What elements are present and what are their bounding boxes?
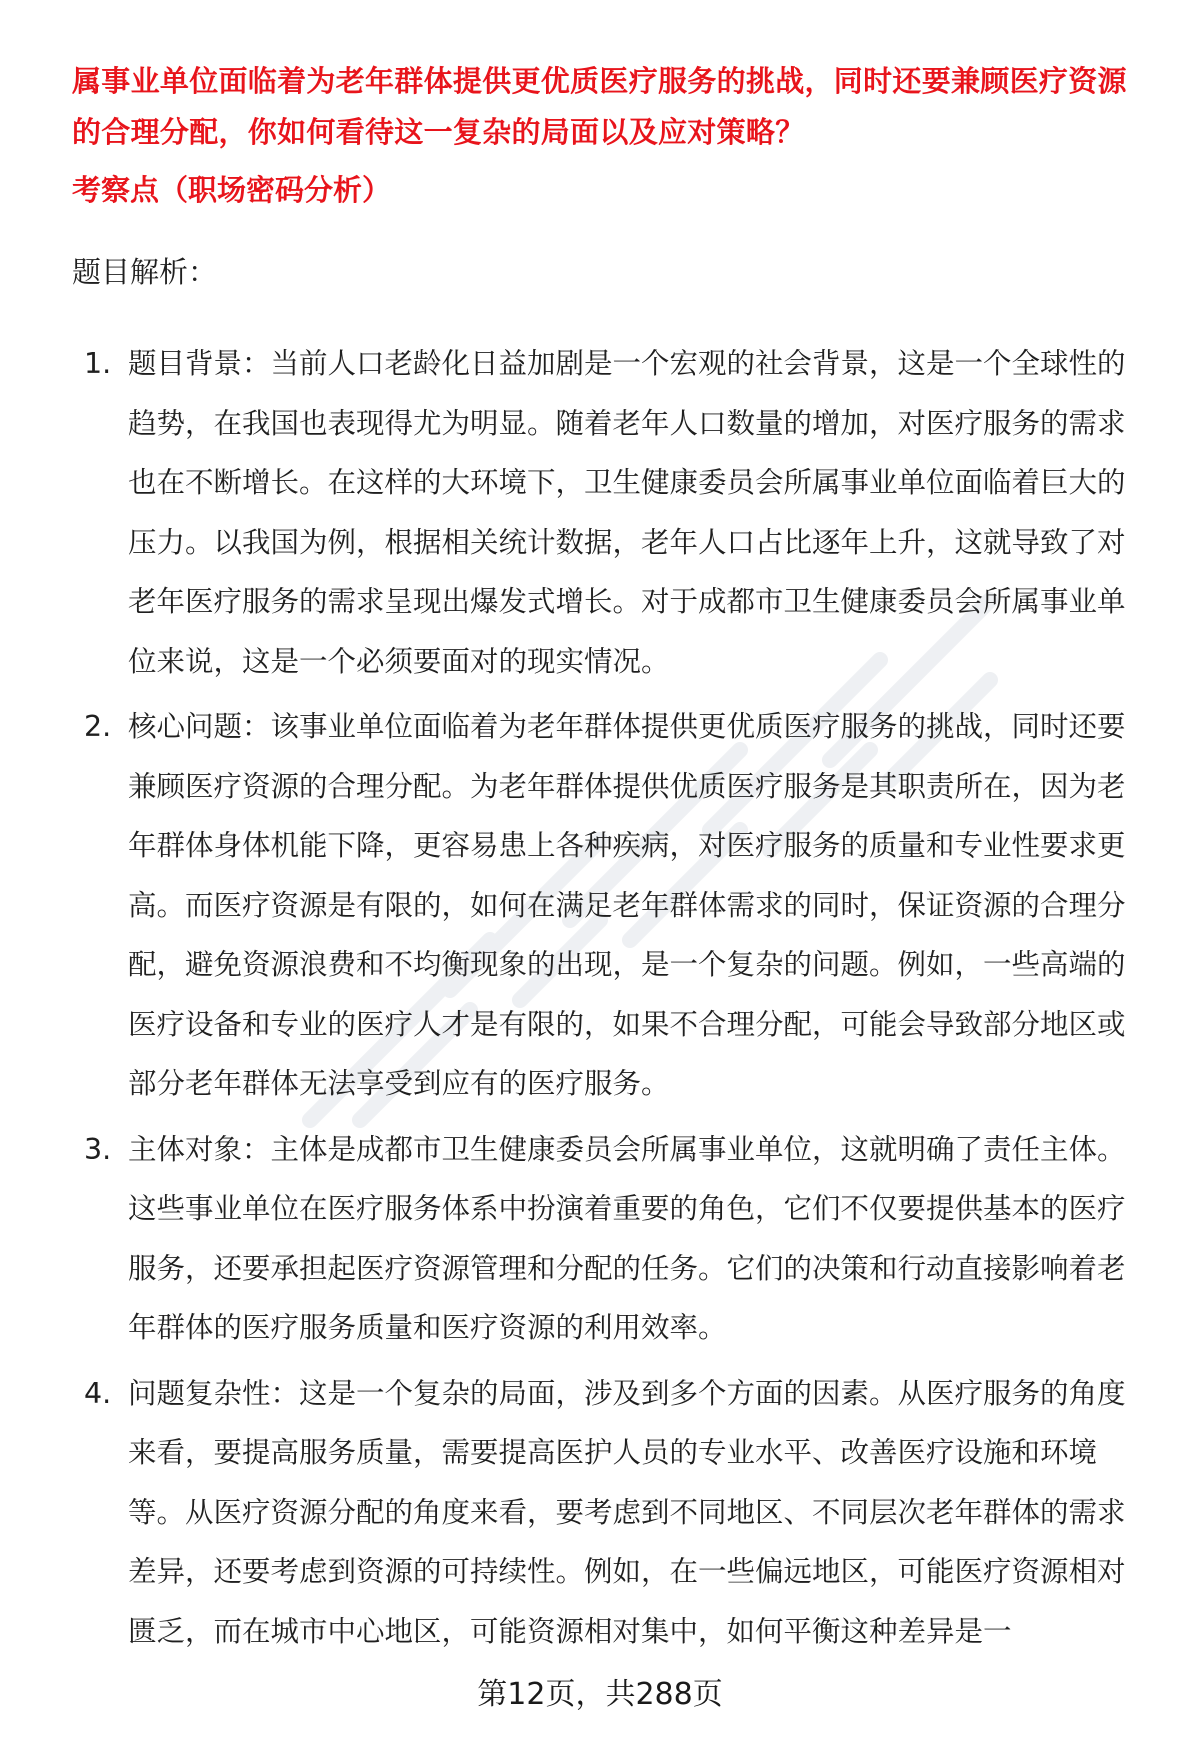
- list-item-number: 4.: [84, 1376, 112, 1410]
- list-item-number: 3.: [84, 1132, 112, 1166]
- list-item: [0, 697, 1200, 1114]
- list-item-text: 题目背景：当前人口老龄化日益加剧是一个宏观的社会背景，这是一个全球性的趋势，在我国也表现得尤为明显。随着老年人口数量的增加，对医疗服务的需求也在不断增长。在这样的大环境下，卫生健康委员会所属事业单位面临着巨大的压力。以我国为例，根据相关统计数据，老年人口占比逐年上升，这就导致了对老年医疗服务的需求呈现出爆发式增长。对于成都市卫生健康委员会所属事业单位来说，这是一个必须要面对的现实情况。: [128, 347, 1126, 678]
- examination-point-heading: 考察点（职场密码分析）: [72, 173, 392, 207]
- list-item-number: 1.: [84, 347, 112, 380]
- list-item-text: 问题复杂性：这是一个复杂的局面，涉及到多个方面的因素。从医疗服务的角度来看，要提高服务质量，需要提高医护人员的专业水平、改善医疗设施和环境等。从医疗资源分配的角度来看，要考虑到不同地区、不同层次老年群体的需求差异，还要考虑到资源的可持续性。例如，在一些偏远地区，可能医疗资源相对匮乏，而在城市中心地区，可能资源相对集中，如何平衡这种差异是一: [128, 1376, 1126, 1648]
- list-item: [0, 1120, 1200, 1358]
- page-number-footer: 第12页，共288页: [477, 1677, 723, 1712]
- list-item: [0, 1364, 1200, 1662]
- list-item-text: 主体对象：主体是成都市卫生健康委员会所属事业单位，这就明确了责任主体。这些事业单位在医疗服务体系中扮演着重要的角色，它们不仅要提供基本的医疗服务，还要承担起医疗资源管理和分配的任务。它们的决策和行动直接影响着老年群体的医疗服务质量和医疗资源的利用效率。: [128, 1132, 1126, 1344]
- list-item-text: 核心问题：该事业单位面临着为老年群体提供更优质医疗服务的挑战，同时还要兼顾医疗资源的合理分配。为老年群体提供优质医疗服务是其职责所在，因为老年群体身体机能下降，更容易患上各种疾病，对医疗服务的质量和专业性要求更高。而医疗资源是有限的，如何在满足老年群体需求的同时，保证资源的合理分配，避免资源浪费和不均衡现象的出现，是一个复杂的问题。例如，一些高端的医疗设备和专业的医疗人才是有限的，如果不合理分配，可能会导致部分地区或部分老年群体无法享受到应有的医疗服务。: [128, 710, 1126, 1100]
- analysis-list: [0, 334, 1200, 1667]
- list-item-number: 2.: [84, 710, 112, 743]
- section-label: 题目解析：: [72, 255, 218, 289]
- list-item: [0, 334, 1200, 691]
- question-heading: 属事业单位面临着为老年群体提供更优质医疗服务的挑战，同时还要兼顾医疗资源的合理分配，你如何看待这一复杂的局面以及应对策略？: [72, 64, 1127, 149]
